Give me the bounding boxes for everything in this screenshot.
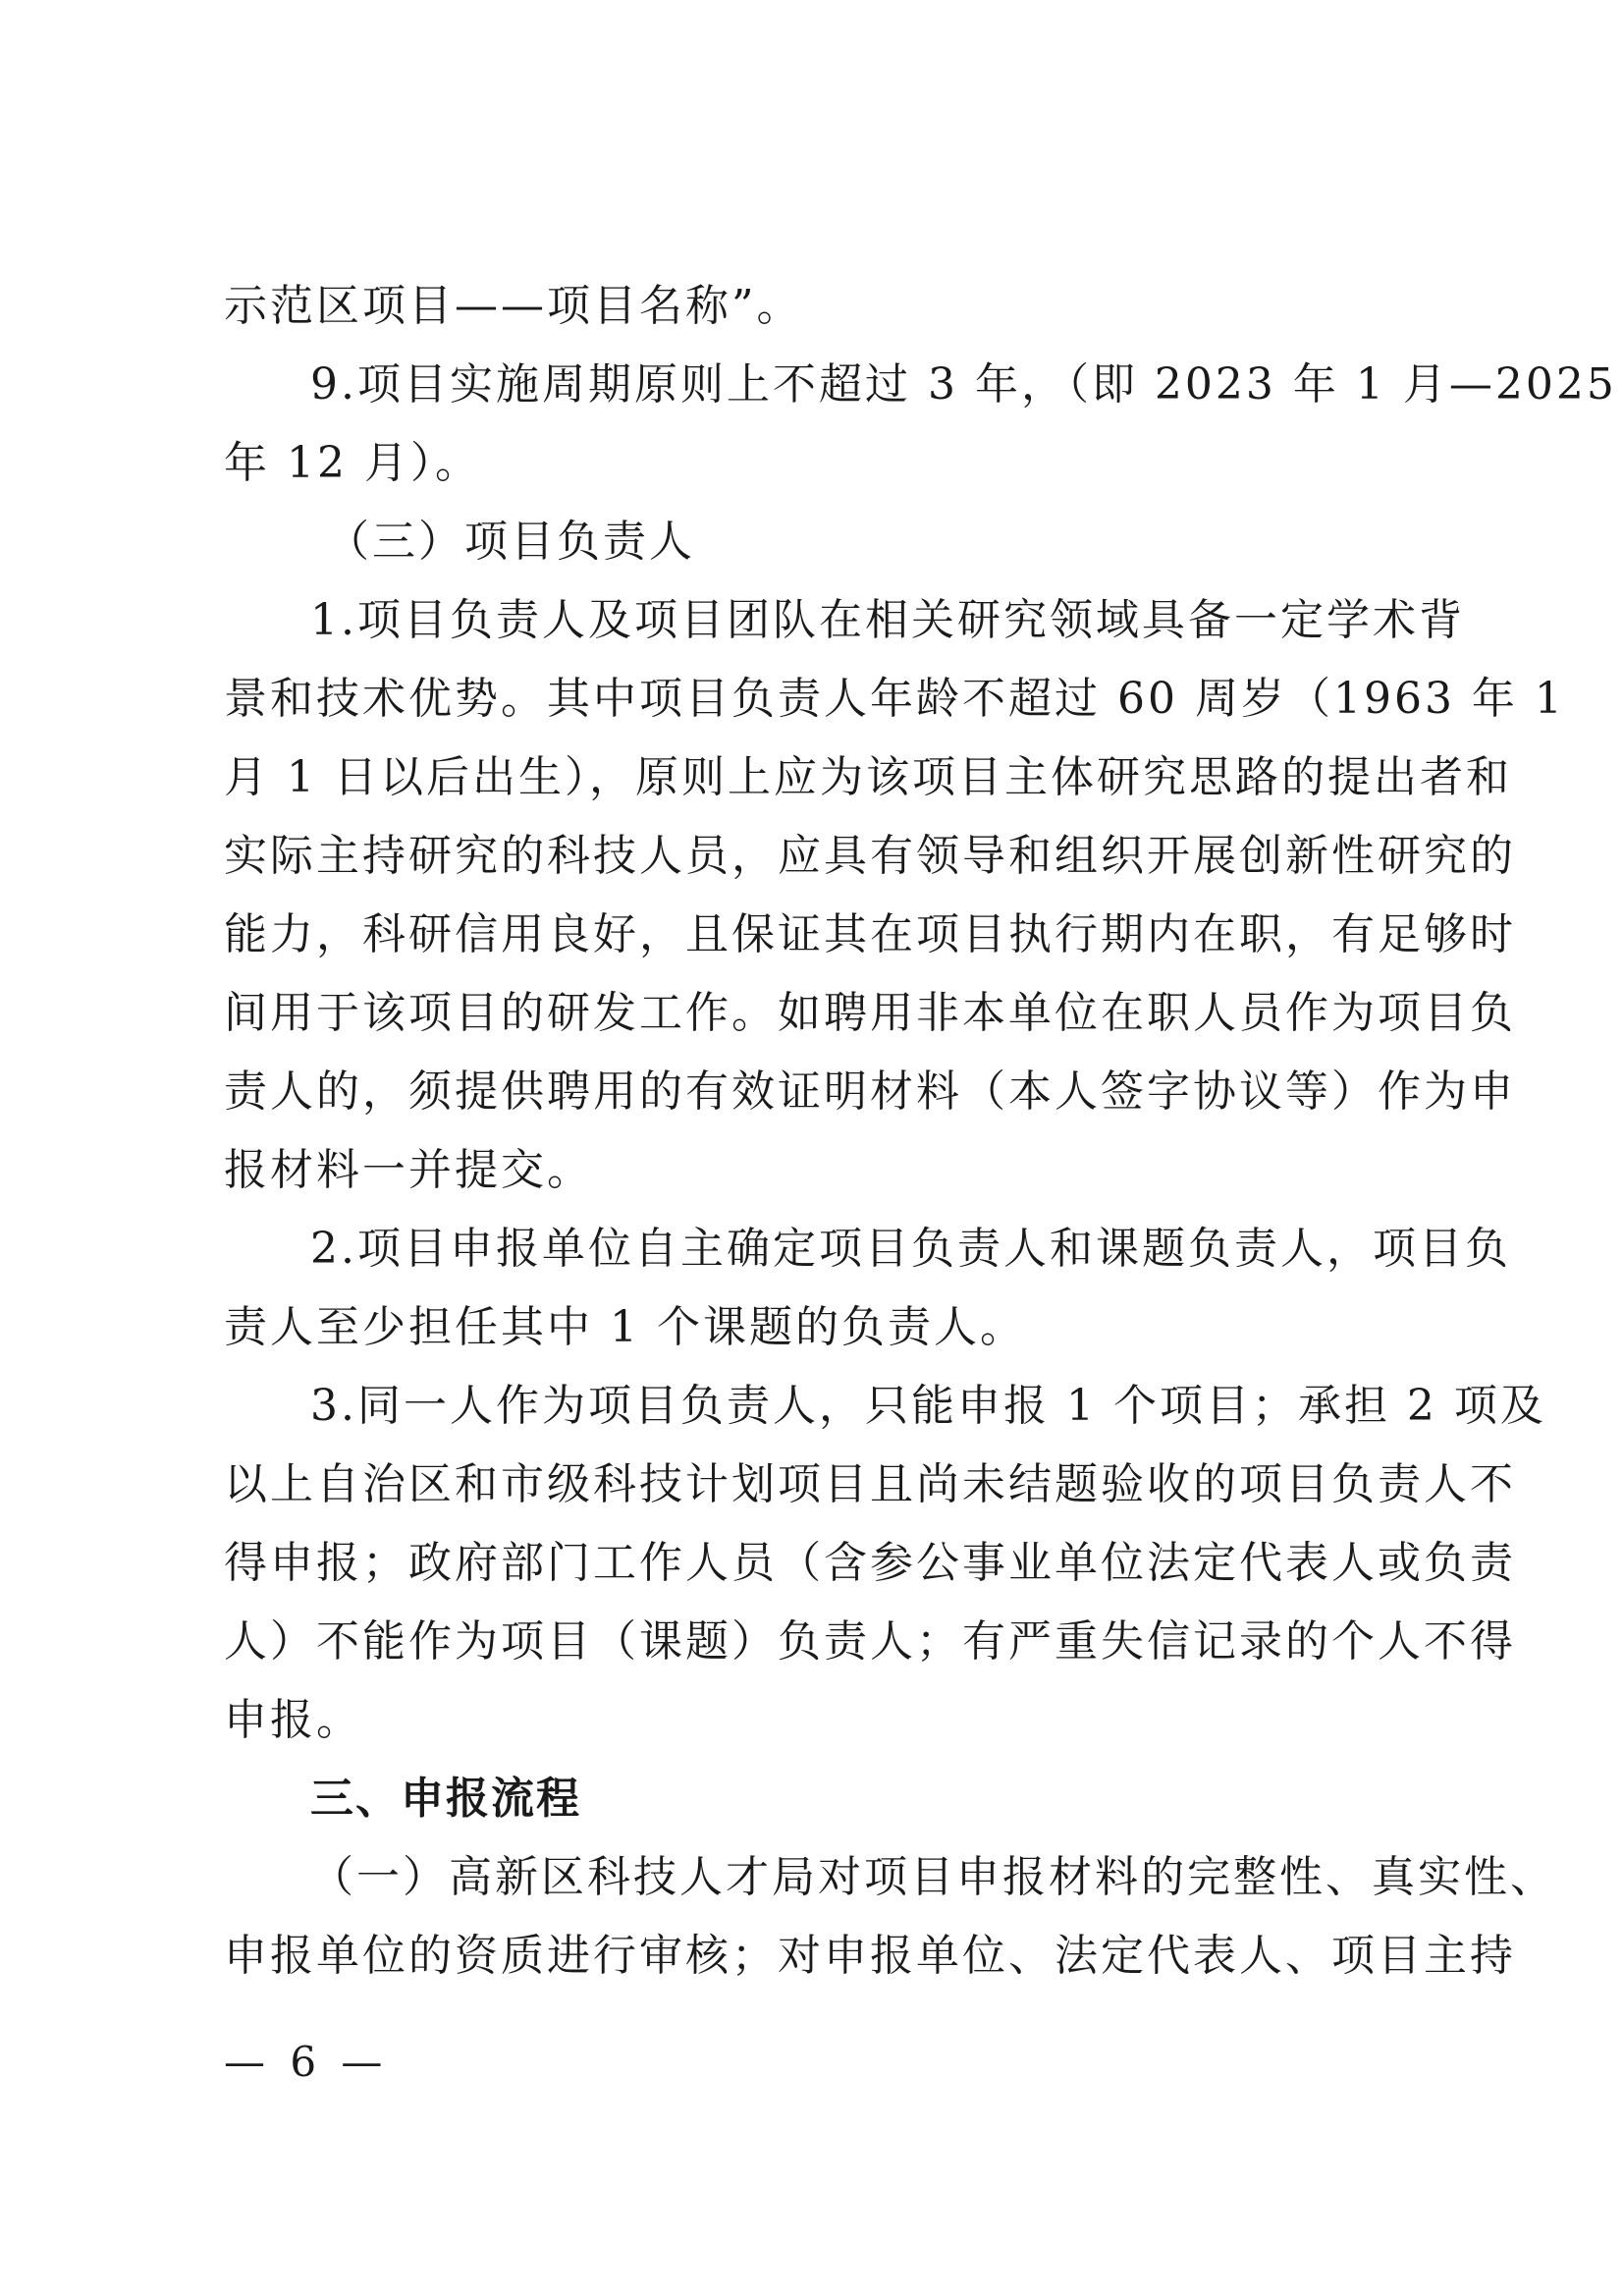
body-text-line: 人）不能作为项目（课题）负责人；有严重失信记录的个人不得: [224, 1616, 1516, 1667]
page-number: — 6 —: [224, 2038, 389, 2086]
body-text-line: 3.同一人作为项目负责人，只能申报 1 个项目；承担 2 项及: [310, 1381, 1546, 1431]
body-text-line: 责人至少担任其中 1 个课题的负责人。: [224, 1302, 1026, 1352]
body-text-line: 9.项目实施周期原则上不超过 3 年，（即 2023 年 1 月—2025: [310, 359, 1617, 410]
body-text-line: 申报单位的资质进行审核；对申报单位、法定代表人、项目主持: [224, 1931, 1516, 1981]
body-text-line: 得申报；政府部门工作人员（含参公事业单位法定代表人或负责: [224, 1538, 1516, 1588]
body-text-line: 月 1 日以后出生），原则上应为该项目主体研究思路的提出者和: [224, 752, 1512, 802]
body-text-line: （一）高新区科技人才局对项目申报材料的完整性、真实性、: [310, 1852, 1556, 1902]
body-text-line: 景和技术优势。其中项目负责人年龄不超过 60 周岁（1963 年 1: [224, 674, 1565, 724]
body-text-line: 实际主持研究的科技人员，应具有领导和组织开展创新性研究的: [224, 831, 1516, 881]
body-text-line: 报材料一并提交。: [224, 1145, 593, 1195]
document-body: [224, 267, 1617, 1995]
body-text-line: 申报。: [224, 1695, 362, 1745]
body-text-line: 示范区项目——项目名称”。: [224, 281, 803, 331]
body-text-line: 间用于该项目的研发工作。如聘用非本单位在职人员作为项目负: [224, 988, 1516, 1038]
body-text-line: 2.项目申报单位自主确定项目负责人和课题负责人，项目负: [310, 1224, 1511, 1274]
body-text-line: 能力，科研信用良好，且保证其在项目执行期内在职，有足够时: [224, 909, 1516, 959]
body-text-line: 以上自治区和市级科技计划项目且尚未结题验收的项目负责人不: [224, 1459, 1516, 1509]
subsection-heading: （三）项目负责人: [326, 517, 695, 567]
body-text-line: 1.项目负责人及项目团队在相关研究领域具备一定学术背: [310, 595, 1465, 645]
body-text-line: 年 12 月）。: [224, 438, 481, 488]
section-heading: 三、申报流程: [310, 1774, 581, 1824]
body-text-line: 责人的，须提供聘用的有效证明材料（本人签字协议等）作为申: [224, 1066, 1516, 1117]
